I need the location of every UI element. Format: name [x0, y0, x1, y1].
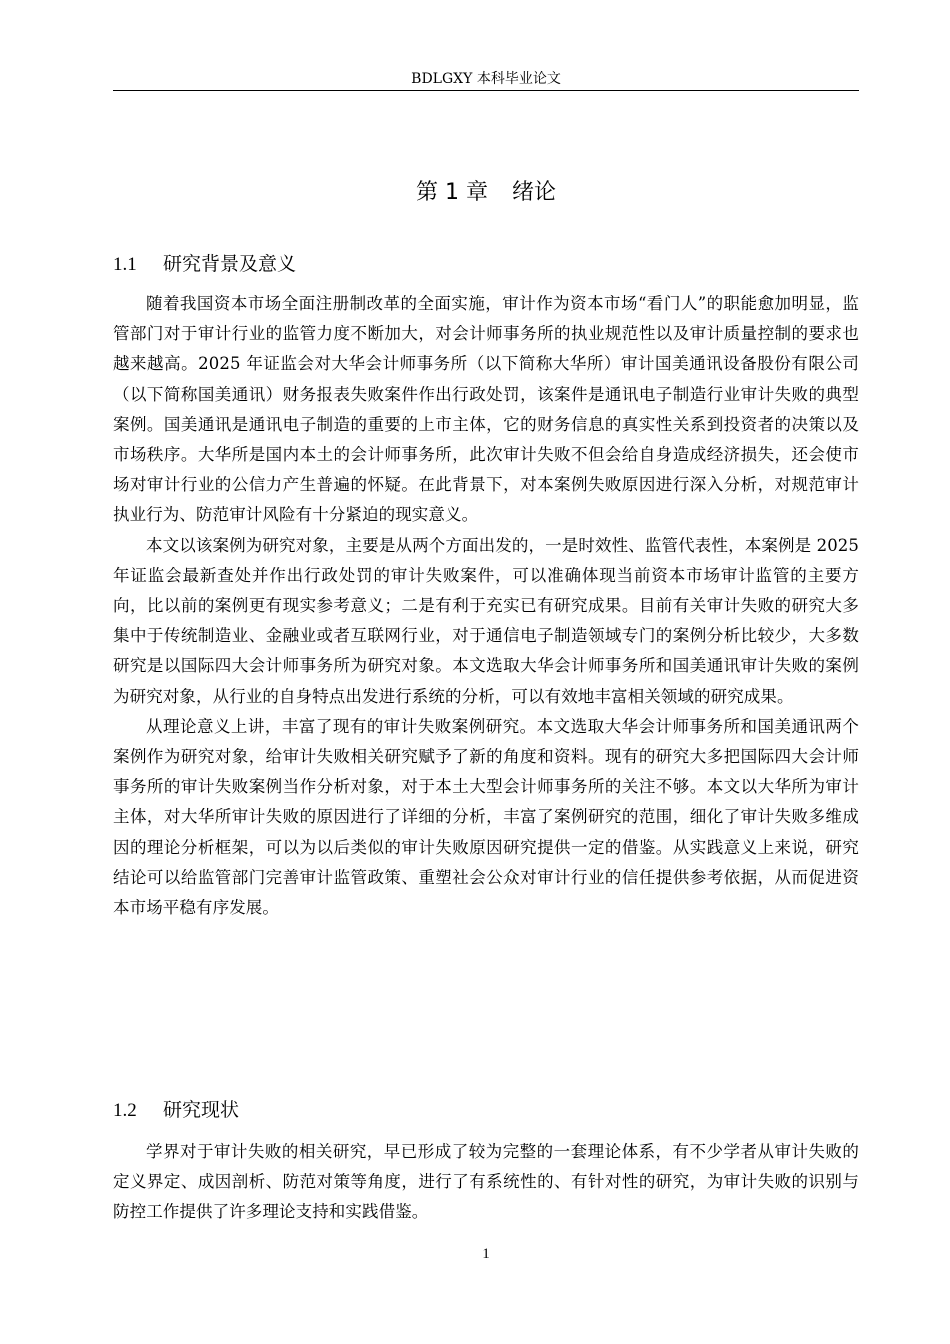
section-number: 1.2 — [113, 1100, 137, 1121]
section-title: 研究背景及意义 — [163, 253, 297, 275]
chapter-title — [113, 178, 859, 208]
section-number: 1.1 — [113, 254, 137, 275]
chapter-number: 第 1 章 — [416, 180, 488, 205]
chapter-name: 绪论 — [511, 180, 556, 205]
page-number: 1 — [482, 1246, 490, 1262]
running-header: BDLGXY 本科毕业论文 — [411, 71, 561, 87]
section-title: 研究现状 — [163, 1099, 240, 1121]
paragraph: 学界对于审计失败的相关研究，早已形成了较为完整的一套理论体系，有不少学者从审计失败的定义界定、成因剖析、防范对策等角度，进行了有系统性的、有针对性的研究，为审计失败的识别与防控工作提供了许多理论支持和实践借鉴。 — [113, 1142, 859, 1222]
paragraph: 从理论意义上讲，丰富了现有的审计失败案例研究。本文选取大华会计师事务所和国美通讯两个案例作为研究对象，给审计失败相关研究赋予了新的角度和资料。现有的研究大多把国际四大会计师事务所的审计失败案例当作分析对象，对于本土大型会计师事务所的关注不够。本文以大华所为审计主体，对大华所审计失败的原因进行了详细的分析，丰富了案例研究的范围，细化了审计失败多维成因的理论分析框架，可以为以后类似的审计失败原因研究提供一定的借鉴。从实践意义上来说，研究结论可以给监管部门完善审计监管政策、重塑社会公众对审计行业的信任提供参考依据，从而促进资本市场平稳有序发展。 — [113, 716, 859, 918]
paragraph: 本文以该案例为研究对象，主要是从两个方面出发的，一是时效性、监管代表性，本案例是 2025 年证监会最新查处并作出行政处罚的审计失败案件，可以准确体现当前资本市场审计监管的主要方向，比以前的案例更有现实参考意义；二是有利于充实已有研究成果。目前有关审计失败的研究大多集中于传统制造业、金融业或者互联网行业，对于通信电子制造领域专门的案例分析比较少，大多数研究是以国际四大会计师事务所为研究对象。本文选取大华会计师事务所和国美通讯审计失败的案例为研究对象，从行业的自身特点出发进行系统的分析，可以有效地丰富相关领域的研究成果。 — [113, 535, 859, 706]
header-divider — [113, 90, 859, 91]
paragraph: 随着我国资本市场全面注册制改革的全面实施，审计作为资本市场“看门人”的职能愈加明显，监管部门对于审计行业的监管力度不断加大，对会计师事务所的执业规范性以及审计质量控制的要求也越来越高。2025 年证监会对大华会计师事务所（以下简称大华所）审计国美通讯设备股份有限公司（以下简称国美通讯）财务报表失败案件作出行政处罚，该案件是通讯电子制造行业审计失败的典型案例。国美通讯是通讯电子制造的重要的上市主体，它的财务信息的真实性关系到投资者的决策以及市场秩序。大华所是国内本土的会计师事务所，此次审计失败不但会给自身造成经济损失，还会使市场对审计行业的公信力产生普遍的怀疑。在此背景下，对本案例失败原因进行深入分析，对规范审计执业行为、防范审计风险有十分紧迫的现实意义。 — [113, 294, 859, 525]
section-heading-1-2 — [113, 1096, 859, 1125]
section-body-1-1 — [113, 289, 859, 923]
section-body-1-2 — [113, 1137, 859, 1228]
section-heading-1-1 — [113, 250, 859, 279]
